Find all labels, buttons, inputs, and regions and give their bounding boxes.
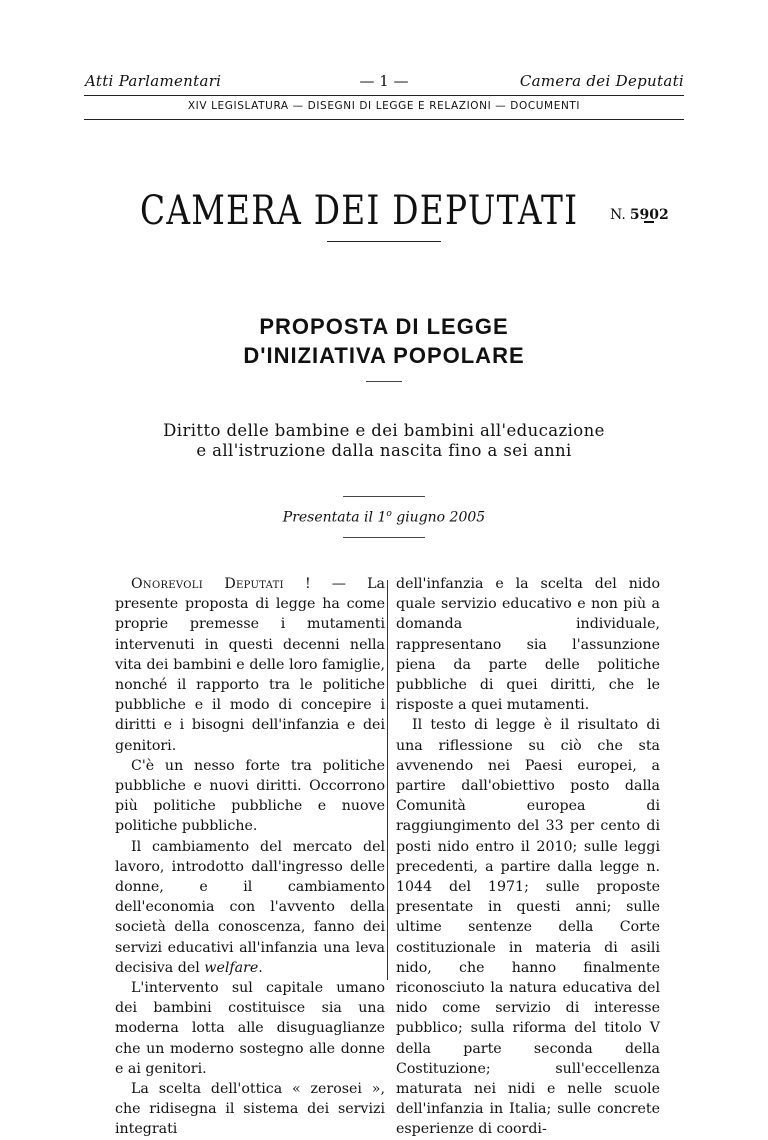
presented-rule-bottom — [343, 537, 425, 538]
paragraph: Il testo di legge è il risultato di una riflessione su ciò che sta avvenendo nei Paesi europei, a partire dall'obiettivo posto dalla Comunità europea di raggiungimento del 33 per cento di posti nido entro il 2010; sulle leggi precedenti, a partire dalla legge n. 1044 del 1971; sulle proposte presentate in questi anni; sulle ultime sentenze della Corte costituzionale in materia di asili nido, che hanno finalmente riconosciuto la natura educativa del nido come servizio di interesse pubblico; sulla riforma del titolo V della parte seconda della Costituzione; sull'eccellenza maturata nei nidi e nelle scuole dell'infanzia in Italia; sulle concrete esperienze di coordi- — [396, 717, 660, 1138]
proposal-title-line1: PROPOSTA DI LEGGE — [259, 314, 509, 339]
page-number: — 1 — — [359, 72, 409, 90]
paragraph: Il cambiamento del mercato del lavoro, introdotto dall'ingresso delle donne, e il cambiamento dell'economia con l'avvento della società della conoscenza, fanno dei servizi educativi all'infanzia una leva decisiva del welfare. — [115, 838, 385, 976]
paragraph: C'è un nesso forte tra politiche pubbliche e nuovi diritti. Occorrono più politiche pubbliche e nuove politiche pubbliche. — [115, 757, 385, 835]
paragraph: L'intervento sul capitale umano dei bambini costituisce sia una moderna lotta alle disuguaglianze che un moderno sostegno alle donne e ai genitori. — [115, 980, 385, 1077]
number-label: N. — [610, 207, 626, 223]
header-rule-top — [84, 95, 684, 96]
number-value: 5902 — [629, 207, 669, 223]
header-left: Atti Parlamentari — [85, 72, 222, 90]
salutation: Onorevoli Deputati — [131, 576, 284, 592]
subject-line1: Diritto delle bambine e dei bambini all'educazione — [163, 421, 605, 440]
paragraph: La scelta dell'ottica « zerosei », che ridisegna il sistema dei servizi integrati — [115, 1081, 385, 1138]
proposal-divider — [366, 381, 402, 382]
subject-line2: e all'istruzione dalla nascita fino a sei anni — [196, 441, 572, 460]
paragraph: Onorevoli Deputati ! — La presente proposta di legge ha come proprie premesse i mutamenti intervenuti in questi decenni nella vita dei bambini e delle loro famiglie, nonché il rapporto tra le politiche pubbliche e il modo di concepire i diritti e i bisogni dell'infanzia e dei genitori. — [115, 576, 385, 754]
document-number — [610, 207, 669, 223]
body-column-left — [115, 574, 385, 1140]
legislature-subheader: XIV LEGISLATURA — DISEGNI DI LEGGE E RELAZIONI — DOCUMENTI — [187, 100, 581, 112]
number-dash — [644, 221, 654, 223]
title-underline — [327, 241, 441, 242]
proposal-title-line2: D'INIZIATIVA POPOLARE — [243, 343, 525, 368]
body-column-right — [396, 574, 660, 1140]
presented-rule-top — [343, 496, 425, 497]
header-right: Camera dei Deputati — [519, 72, 684, 90]
header-rule-bottom — [84, 119, 684, 120]
column-divider — [387, 580, 388, 980]
paragraph: dell'infanzia e la scelta del nido quale servizio educativo e non più a domanda individuale, rappresentano sia l'assunzione piena da parte delle politiche pubbliche di quei diritti, che le risposte a quei mutamenti. — [396, 576, 660, 714]
presented-date: Presentata il 1$^o$ giugno 2005 — [282, 509, 486, 526]
chamber-title: CAMERA DEI DEPUTATI — [140, 188, 579, 234]
